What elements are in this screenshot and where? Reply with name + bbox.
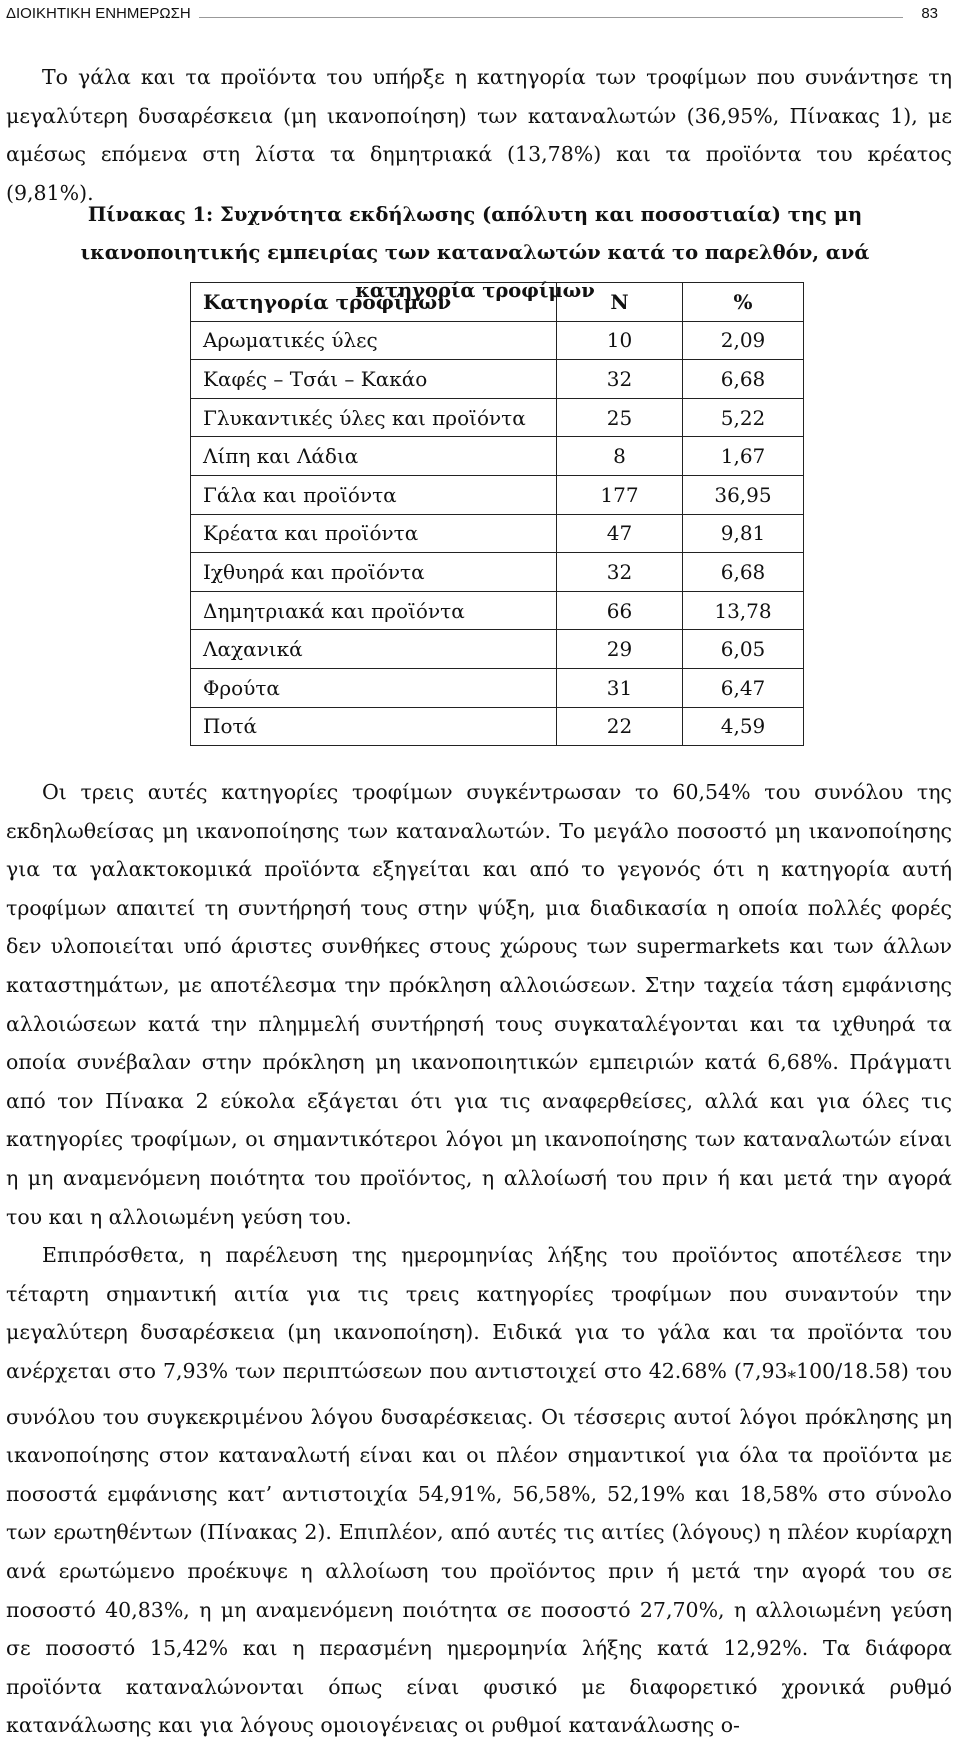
cell-category: Ιχθυηρά και προϊόντα [191, 553, 557, 592]
table-row [191, 591, 804, 630]
cell-category: Λίπη και Λάδια [191, 437, 557, 476]
cell-category: Γάλα και προϊόντα [191, 475, 557, 514]
table-row [191, 360, 804, 399]
cell-n: 32 [557, 553, 683, 592]
cell-n: 32 [557, 360, 683, 399]
cell-n: 29 [557, 630, 683, 669]
cell-percent: 9,81 [683, 514, 804, 553]
cell-percent: 6,68 [683, 553, 804, 592]
cell-n: 22 [557, 707, 683, 746]
header-rule [199, 17, 904, 18]
cell-n: 25 [557, 398, 683, 437]
cell-percent: 36,95 [683, 475, 804, 514]
header-n: Ν [557, 283, 683, 322]
journal-title: ΔΙΟΙΚΗΤΙΚΗ ΕΝΗΜΕΡΩΣΗ [6, 4, 191, 22]
body-text-block [6, 773, 952, 1745]
cell-category: Δημητριακά και προϊόντα [191, 591, 557, 630]
table-row [191, 553, 804, 592]
table-row [191, 707, 804, 746]
cell-category: Γλυκαντικές ύλες και προϊόντα [191, 398, 557, 437]
cell-percent: 1,67 [683, 437, 804, 476]
cell-percent: 2,09 [683, 321, 804, 360]
cell-percent: 13,78 [683, 591, 804, 630]
table-row [191, 321, 804, 360]
cell-category: Φρούτα [191, 668, 557, 707]
body-paragraph-2-part-1: Επιπρόσθετα, η παρέλευση της ημερομηνίας λήξης του προϊόντος αποτέλεσε την τέταρτη σημαντική αιτία για τις τρεις κατηγορίες τροφίμων που συναντούν την μεγαλύτερη δυσαρέσκεια (μη ικανοποίηση). Ειδικά για το γάλα και τα προϊόντα του ανέρχεται στο 7,93% των περιπτώσεων που αντιστοιχεί στο 42.68% (7,93 [6, 1243, 952, 1383]
table-row [191, 398, 804, 437]
header-percent: % [683, 283, 804, 322]
cell-category: Λαχανικά [191, 630, 557, 669]
table-row [191, 514, 804, 553]
table-container [190, 282, 804, 746]
cell-percent: 6,68 [683, 360, 804, 399]
intro-paragraph-block [6, 58, 952, 212]
cell-percent: 5,22 [683, 398, 804, 437]
header-category: Κατηγορία τροφίμων [191, 283, 557, 322]
cell-category: Κρέατα και προϊόντα [191, 514, 557, 553]
table-row [191, 475, 804, 514]
cell-category: Ποτά [191, 707, 557, 746]
cell-n: 47 [557, 514, 683, 553]
cell-n: 177 [557, 475, 683, 514]
cell-category: Αρωματικές ύλες [191, 321, 557, 360]
page-number: 83 [921, 4, 938, 22]
cell-n: 10 [557, 321, 683, 360]
cell-percent: 6,47 [683, 668, 804, 707]
body-paragraph-2 [6, 1236, 952, 1745]
body-paragraph-1: Οι τρεις αυτές κατηγορίες τροφίμων συγκέντρωσαν το 60,54% του συνόλου της εκδηλωθείσας μη ικανοποίησης των καταναλωτών. Το μεγάλο ποσοστό μη ικανοποίησης για τα γαλακτοκομικά προϊόντα εξηγείται και από το γεγονός ότι η κατηγορία αυτή τροφίμων απαιτεί τη συντήρησή τους στην ψύξη, μια διαδικασία η οποία πολλές φορές δεν υλοποιείται υπό άριστες συνθήκες στους χώρους των supermarkets και των άλλων καταστημάτων, με αποτέλεσμα την πρόκληση αλλοιώσεων. Στην ταχεία τάση εμφάνισης αλλοιώσεων κατά την πλημμελή συντήρησή τους συγκαταλέγονται και τα ιχθυηρά τα οποία συνέβαλαν στην πρόκληση μη ικανοποιητικών εμπειριών κατά 6,68%. Πράγματι από τον Πίνακα 2 εύκολα εξάγεται ότι για τις αναφερθείσες, αλλά και για όλες τις κατηγορίες τροφίμων, οι σημαντικότεροι λόγοι μη ικανοποίησης των καταναλωτών είναι η μη αναμενόμενη ποιότητα του προϊόντος, η αλλοίωσή του πριν ή και μετά την αγορά του και η αλλοιωμένη γεύση του. [6, 780, 952, 1229]
intro-paragraph: Το γάλα και τα προϊόντα του υπήρξε η κατηγορία των τροφίμων που συνάντησε τη μεγαλύτερη δυσαρέσκεια (μη ικανοποίηση) των καταναλωτών (36,95%, Πίνακας 1), με αμέσως επόμενα στη λίστα τα δημητριακά (13,78%) και τα προϊόντα του κρέατος (9,81%). [6, 65, 952, 205]
cell-n: 31 [557, 668, 683, 707]
table-row [191, 437, 804, 476]
cell-n: 8 [557, 437, 683, 476]
table-row [191, 668, 804, 707]
cell-n: 66 [557, 591, 683, 630]
food-category-table [190, 282, 804, 746]
running-header [6, 0, 938, 26]
table-row [191, 630, 804, 669]
multiplication-sign: * [787, 1368, 797, 1388]
table-header-row [191, 283, 804, 322]
cell-percent: 6,05 [683, 630, 804, 669]
table-caption: Πίνακας 1: Συχνότητα εκδήλωσης (απόλυτη και ποσοστιαία) της μη ικανοποιητικής εμπειρίας των καταναλωτών κατά το παρελθόν, ανά κατηγορία τροφίμων [80, 203, 870, 302]
cell-category: Καφές – Τσάι – Κακάο [191, 360, 557, 399]
cell-percent: 4,59 [683, 707, 804, 746]
body-paragraph-2-part-2: 100/18.58) του συνόλου του συγκεκριμένου λόγου δυσαρέσκειας. Οι τέσσερις αυτοί λόγοι πρόκλησης μη ικανοποίησης στον καταναλωτή είναι και οι πλέον σημαντικοί για όλα τα προϊόντα με ποσοστά εμφάνισης κατ’ αντιστοιχία 54,91%, 56,58%, 52,19% και 18,58% στο σύνολο των ερωτηθέντων (Πίνακας 2). Επιπλέον, από αυτές τις αιτίες (λόγους) η πλέον κυρίαρχη ανά ερωτώμενο προέκυψε η αλλοίωση του προϊόντος πριν ή μετά την αγορά του σε ποσοστό 40,83%, η μη αναμενόμενη ποιότητα σε ποσοστό 27,70%, η αλλοιωμένη γεύση σε ποσοστό 15,42% και η περασμένη ημερομηνία λήξης κατά 12,92%. Τα διάφορα προϊόντα καταναλώνονται όπως είναι φυσικό με διαφορετικό χρονικά ρυθμό κατανάλωσης και για λόγους ομοιογένειας οι ρυθμοί κατανάλωσης ο- [6, 1358, 952, 1738]
